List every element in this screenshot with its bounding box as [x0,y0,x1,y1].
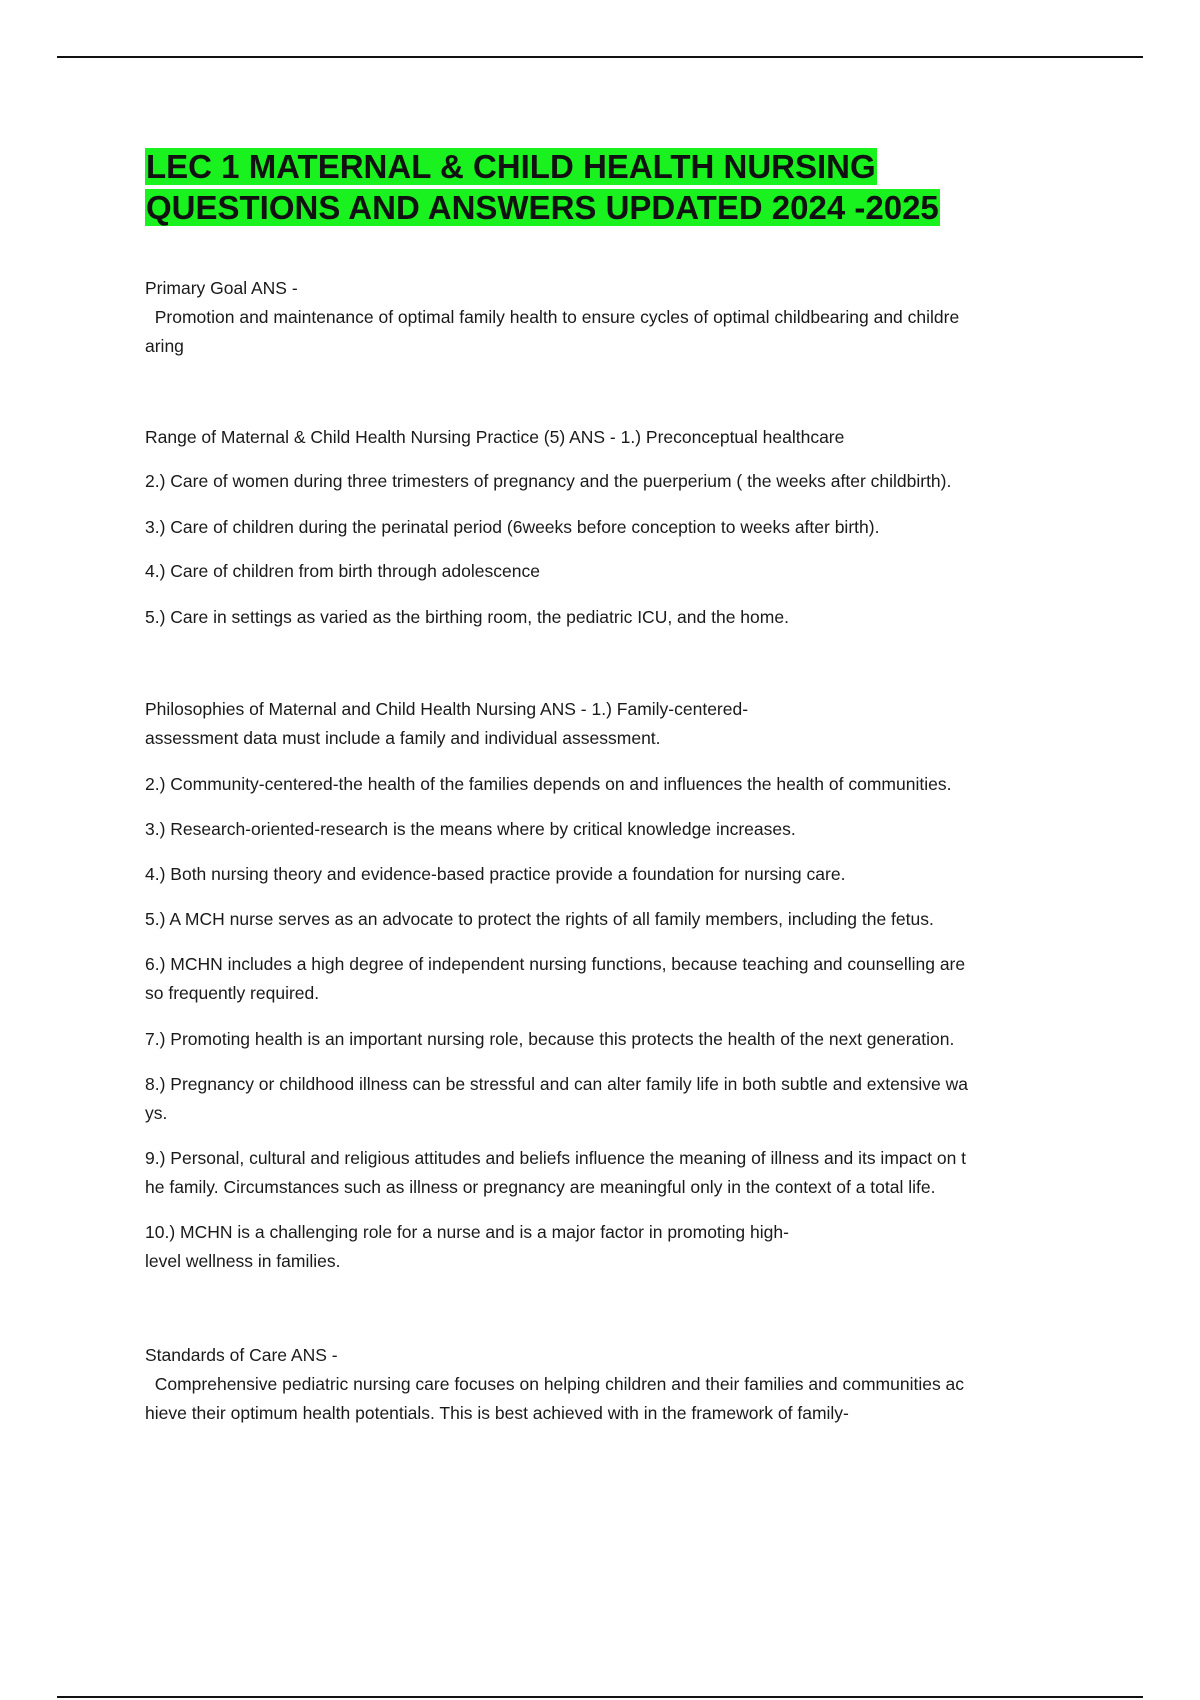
list-item-line: he family. Circumstances such as illness or pregnancy are meaningful only in the context of a total life. [145,1177,936,1197]
list-item [145,950,1095,1008]
question-line: Philosophies of Maternal and Child Health Nursing ANS - 1.) Family-centered- [145,699,749,719]
bottom-rule [57,1696,1143,1698]
answer-line: Comprehensive pediatric nursing care focuses on helping children and their families and communities ac [145,1374,965,1394]
question: Primary Goal ANS - [145,278,298,298]
title-line-2: QUESTIONS AND ANSWERS UPDATED 2024 -2025 [146,189,939,226]
list-item: 7.) Promoting health is an important nursing role, because this protects the health of the next generation. [145,1029,955,1049]
qa-standards-of-care [145,1341,1095,1428]
list-item [145,1218,1095,1276]
list-item: 3.) Care of children during the perinatal period (6weeks before conception to weeks after birth). [145,517,880,537]
list-item [145,1144,1095,1202]
list-item: 4.) Care of children from birth through adolescence [145,561,540,581]
list-item: 3.) Research-oriented-research is the means where by critical knowledge increases. [145,819,796,839]
list-item: 5.) A MCH nurse serves as an advocate to protect the rights of all family members, including the fetus. [145,909,934,929]
list-item: 4.) Both nursing theory and evidence-based practice provide a foundation for nursing care. [145,864,846,884]
list-item: 2.) Care of women during three trimesters of pregnancy and the puerperium ( the weeks after childbirth). [145,471,952,491]
top-rule [57,56,1143,58]
list-item: 2.) Community-centered-the health of the families depends on and influences the health of communities. [145,774,952,794]
answer-line: hieve their optimum health potentials. This is best achieved with in the framework of family- [145,1403,849,1423]
list-item: 5.) Care in settings as varied as the birthing room, the pediatric ICU, and the home. [145,607,789,627]
title-line-1: LEC 1 MATERNAL & CHILD HEALTH NURSING [146,148,876,185]
question: Standards of Care ANS - [145,1345,338,1365]
answer-line: aring [145,336,184,356]
list-item-line: 10.) MCHN is a challenging role for a nurse and is a major factor in promoting high- [145,1222,789,1242]
qa-primary-goal [145,274,1095,361]
list-item-line: 8.) Pregnancy or childhood illness can be stressful and can alter family life in both subtle and extensive wa [145,1074,968,1094]
list-item-line: level wellness in families. [145,1251,341,1271]
question: Range of Maternal & Child Health Nursing Practice (5) ANS - 1.) Preconceptual healthcare [145,427,845,447]
qa-range-of-practice [145,423,1095,632]
question-line: assessment data must include a family and individual assessment. [145,728,661,748]
list-item-line: 6.) MCHN includes a high degree of independent nursing functions, because teaching and counselling are [145,954,966,974]
list-item [145,1070,1095,1128]
qa-philosophies [145,695,1095,1276]
answer-line: Promotion and maintenance of optimal family health to ensure cycles of optimal childbearing and childre [145,307,960,327]
list-item-line: ys. [145,1103,168,1123]
document-header [145,146,1095,228]
list-item-line: so frequently required. [145,983,320,1003]
document-title [145,146,1095,228]
list-item-line: 9.) Personal, cultural and religious attitudes and beliefs influence the meaning of illness and its impact on t [145,1148,967,1168]
